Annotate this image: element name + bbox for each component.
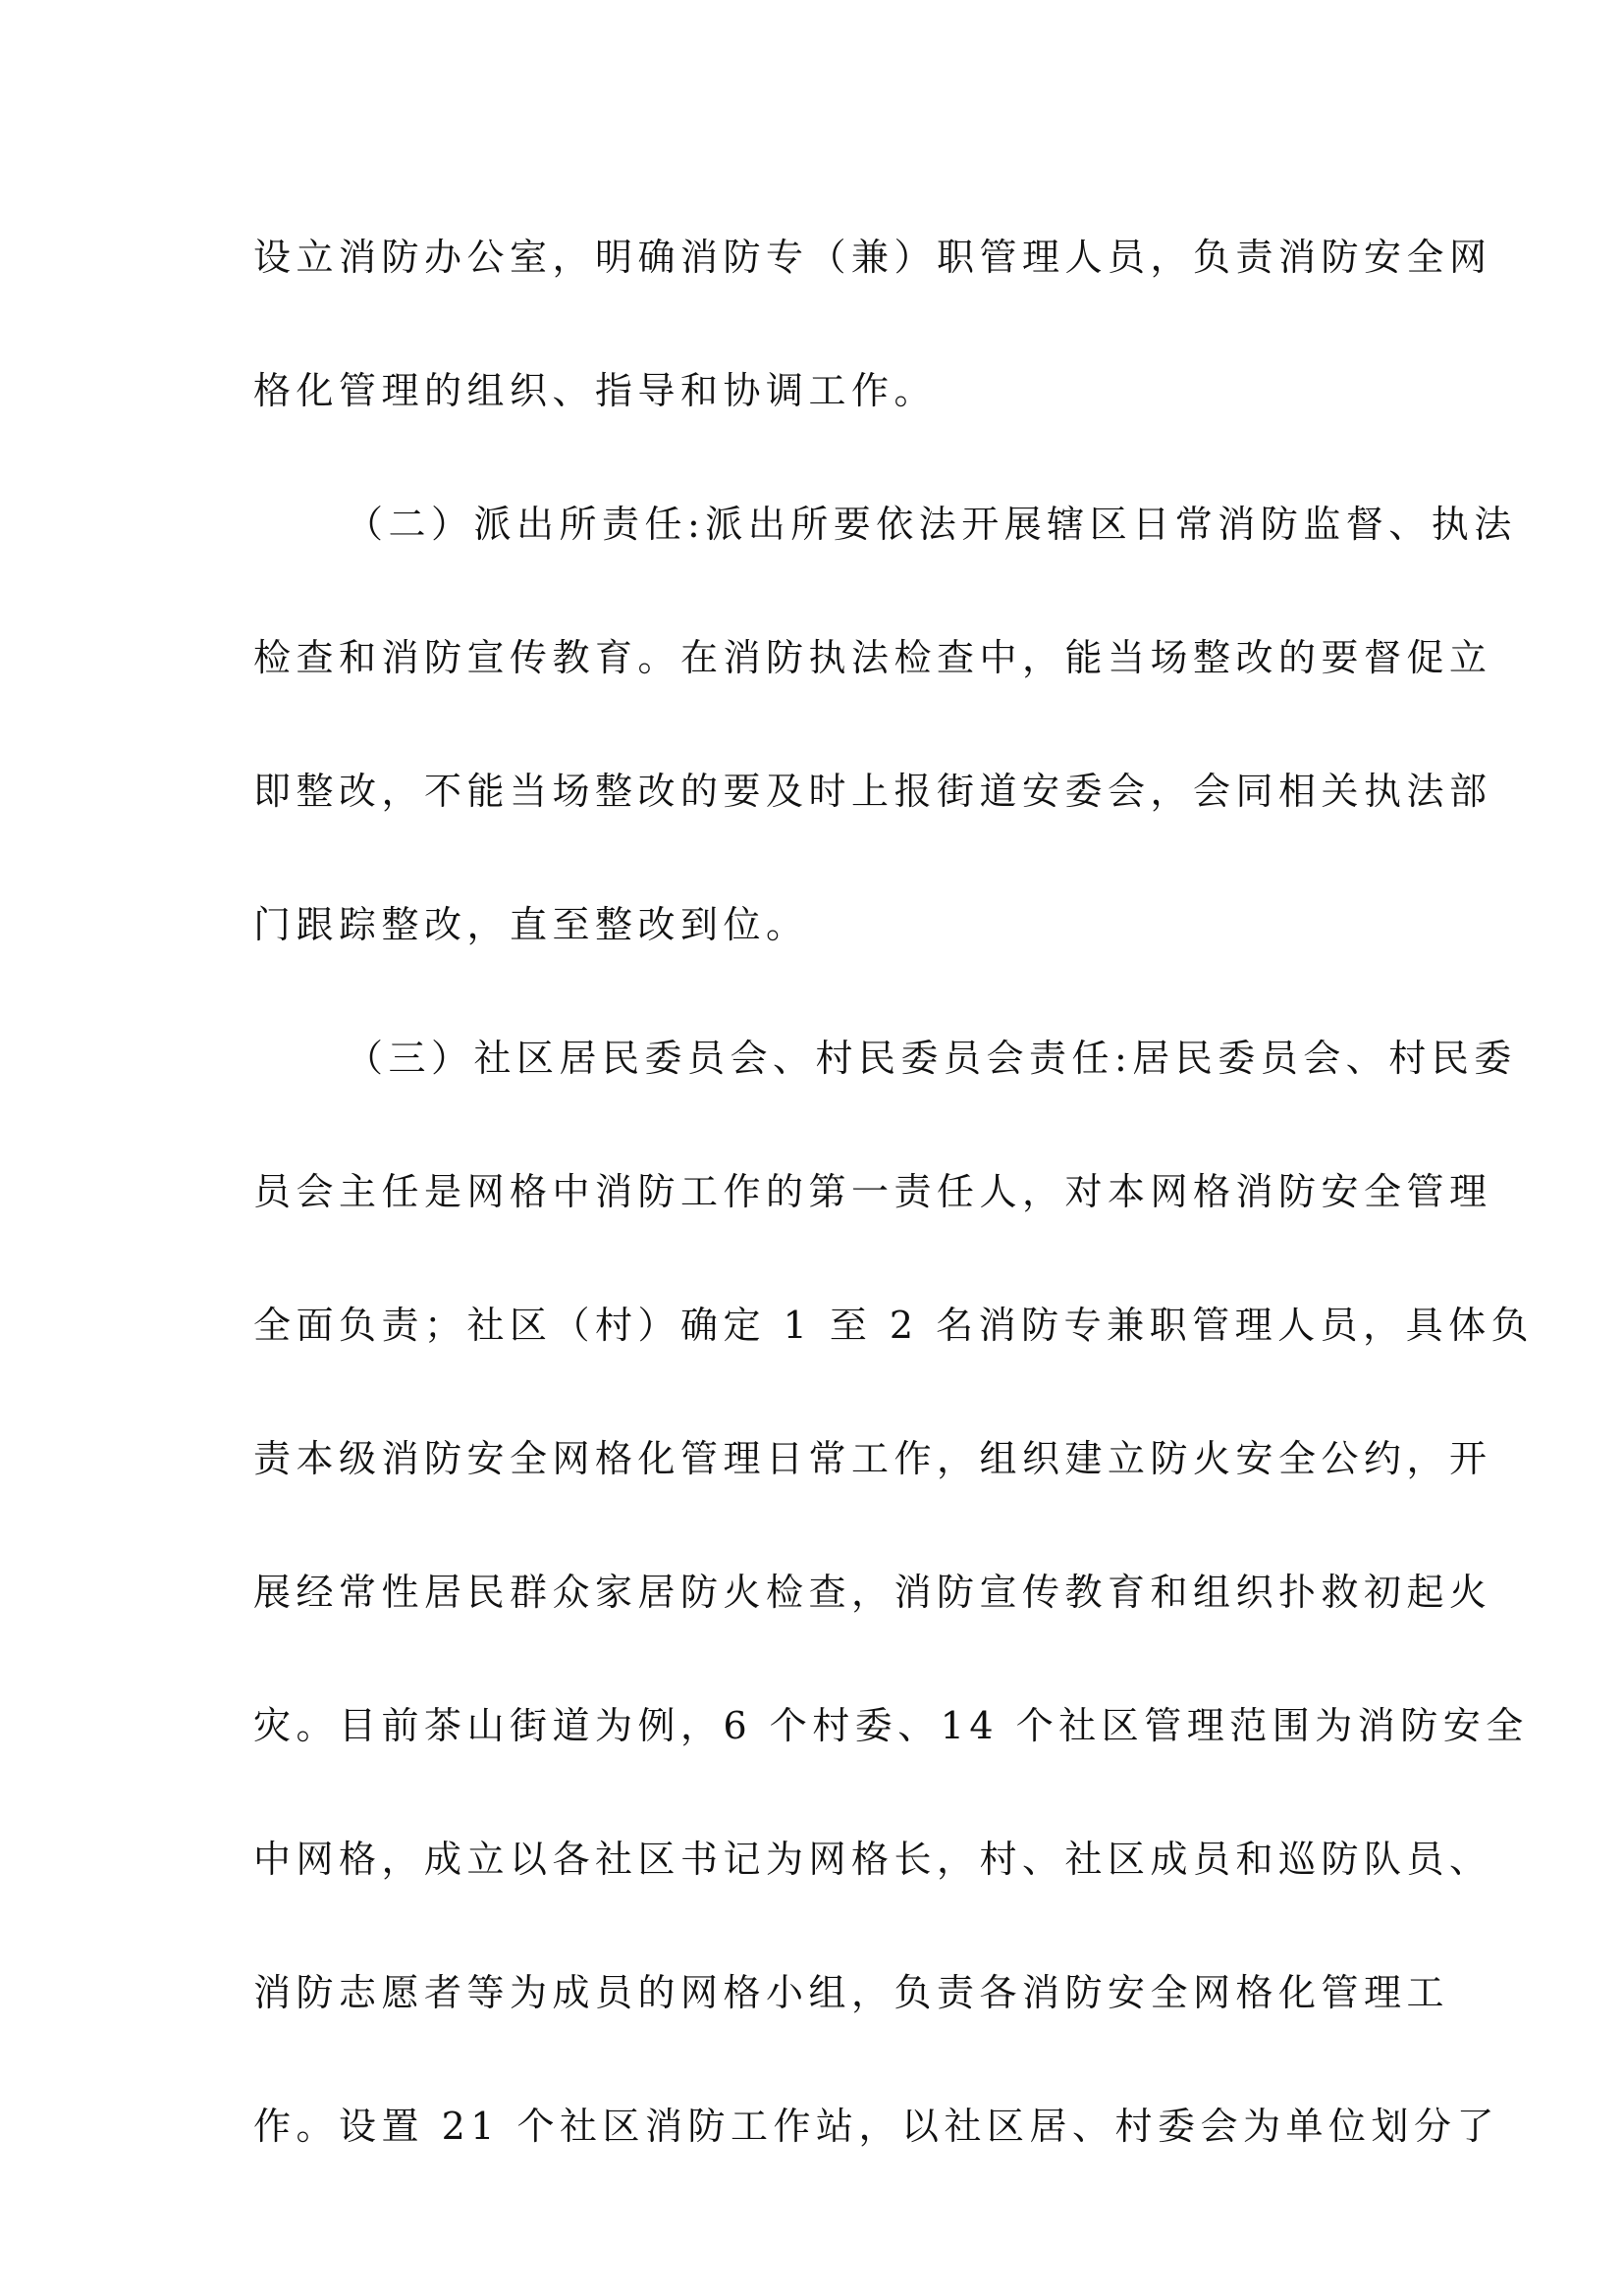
text-line: （三）社区居民委员会、村民委员会责任:居民委员会、村民委	[346, 1037, 1517, 1080]
text-line: 设立消防办公室，明确消防专（兼）职管理人员，负责消防安全网	[253, 236, 1492, 279]
text-line: 员会主任是网格中消防工作的第一责任人，对本网格消防安全管理	[253, 1170, 1492, 1213]
text-line: （二）派出所责任:派出所要依法开展辖区日常消防监督、执法	[346, 503, 1517, 546]
text-line: 作。设置 21 个社区消防工作站，以社区居、村委会为单位划分了	[253, 2105, 1500, 2148]
text-line: 展经常性居民群众家居防火检查，消防宣传教育和组织扑救初起火	[253, 1571, 1492, 1614]
text-line: 检查和消防宣传教育。在消防执法检查中，能当场整改的要督促立	[253, 636, 1492, 679]
text-line: 门跟踪整改，直至整改到位。	[253, 903, 809, 946]
text-line: 责本级消防安全网格化管理日常工作，组织建立防火安全公约，开	[253, 1437, 1492, 1480]
text-line: 即整改，不能当场整改的要及时上报街道安委会，会同相关执法部	[253, 770, 1492, 813]
text-line: 全面负责；社区（村）确定 1 至 2 名消防专兼职管理人员，具体负	[253, 1304, 1535, 1347]
text-line: 消防志愿者等为成员的网格小组，负责各消防安全网格化管理工	[253, 1971, 1450, 2014]
text-line: 中网格，成立以各社区书记为网格长，村、社区成员和巡防队员、	[253, 1838, 1492, 1881]
text-line: 灾。目前茶山街道为例，6 个村委、14 个社区管理范围为消防安全	[253, 1704, 1529, 1747]
text-line: 格化管理的组织、指导和协调工作。	[253, 369, 938, 412]
